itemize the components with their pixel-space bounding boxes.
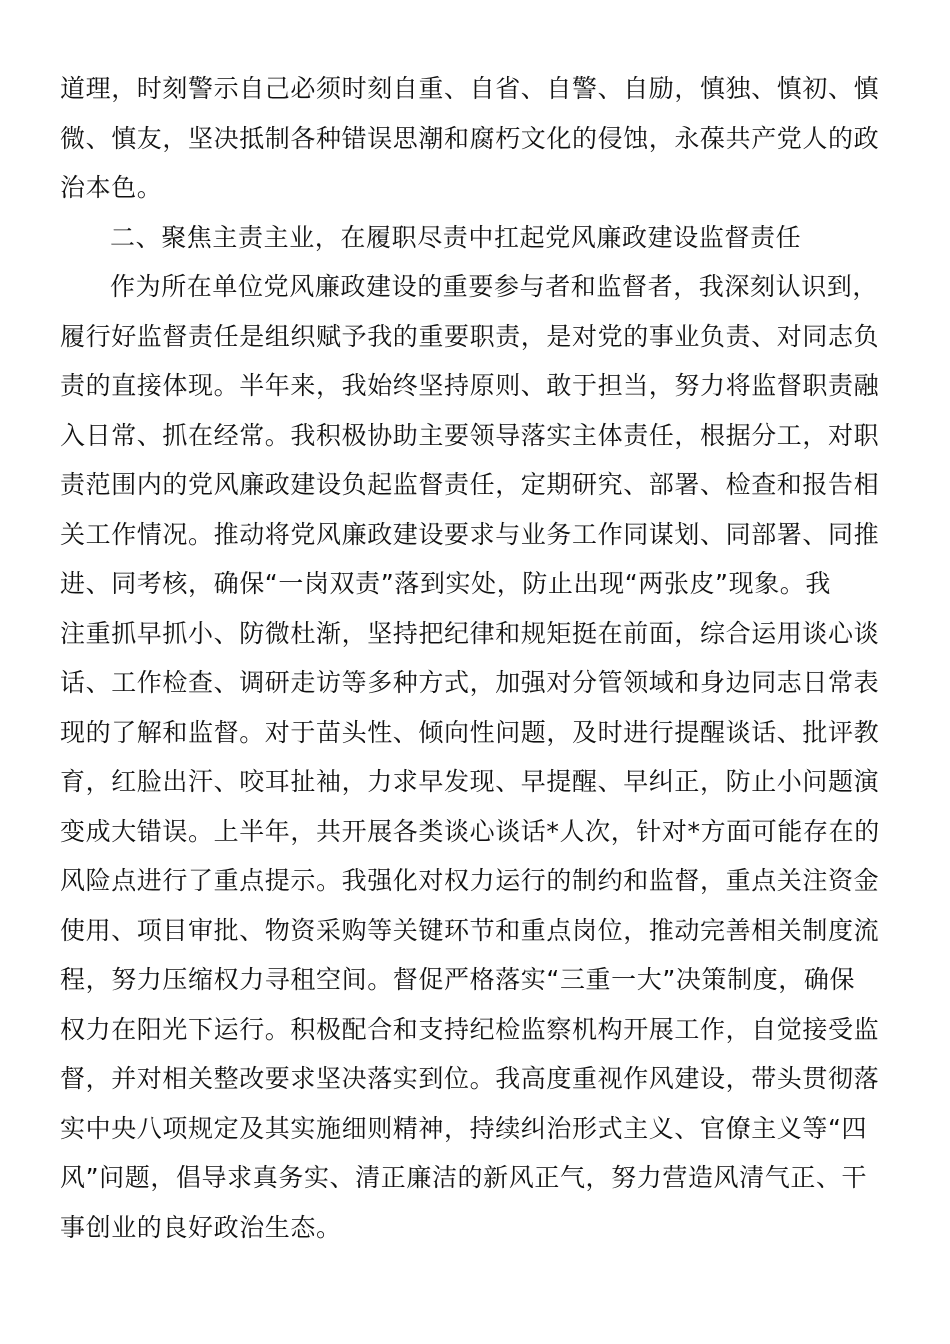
paragraph-continuation bbox=[60, 64, 880, 213]
text-line: 责范围内的党风廉政建设负起监督责任，定期研究、部署、检查和报告相 bbox=[60, 470, 880, 499]
text-line: 道理，时刻警示自己必须时刻自重、自省、自警、自励，慎独、慎初、慎 bbox=[60, 74, 880, 103]
text-line: 关工作情况。推动将党风廉政建设要求与业务工作同谋划、同部署、同推 bbox=[60, 519, 880, 549]
text-line: 程，努力压缩权力寻租空间。督促严格落实“三重一大”决策制度，确保 bbox=[60, 965, 856, 994]
text-line: 权力在阳光下运行。积极配合和支持纪检监察机构开展工作，自觉接受监 bbox=[60, 1014, 880, 1044]
text-line: 育，红脸出汗、咬耳扯袖，力求早发现、早提醒、早纠正，防止小问题演 bbox=[60, 767, 880, 796]
document-page bbox=[60, 64, 880, 1252]
text-line: 话、工作检查、调研走访等多种方式，加强对分管领域和身边同志日常表 bbox=[60, 668, 880, 697]
text-line: 责的直接体现。半年来，我始终坚持原则、敢于担当，努力将监督职责融 bbox=[60, 371, 880, 400]
text-line: 现的了解和监督。对于苗头性、倾向性问题，及时进行提醒谈话、批评教 bbox=[60, 717, 880, 747]
text-line: 进、同考核，确保“一岗双责”落到实处，防止出现“两张皮”现象。我 bbox=[60, 569, 832, 598]
text-line: 微、慎友，坚决抵制各种错误思潮和腐朽文化的侵蚀，永葆共产党人的政 bbox=[60, 123, 880, 153]
text-line: 督，并对相关整改要求坚决落实到位。我高度重视作风建设，带头贯彻落 bbox=[60, 1064, 880, 1093]
section-heading: 二、聚焦主责主业，在履职尽责中扛起党风廉政建设监督责任 bbox=[110, 222, 802, 252]
paragraph-main bbox=[60, 262, 880, 1252]
text-line: 履行好监督责任是组织赋予我的重要职责，是对党的事业负责、对同志负 bbox=[60, 321, 880, 351]
text-line: 注重抓早抓小、防微杜渐，坚持把纪律和规矩挺在前面，综合运用谈心谈 bbox=[60, 618, 880, 648]
text-line: 治本色。 bbox=[60, 173, 163, 202]
text-line: 实中央八项规定及其实施细则精神，持续纠治形式主义、官僚主义等“四 bbox=[60, 1113, 868, 1143]
text-line: 变成大错误。上半年，共开展各类谈心谈话*人次，针对*方面可能存在的 bbox=[60, 816, 880, 846]
text-line: 风”问题，倡导求真务实、清正廉洁的新风正气，努力营造风清气正、干 bbox=[60, 1163, 868, 1192]
text-line: 作为所在单位党风廉政建设的重要参与者和监督者，我深刻认识到， bbox=[110, 272, 879, 301]
text-line: 风险点进行了重点提示。我强化对权力运行的制约和监督，重点关注资金 bbox=[60, 866, 880, 895]
text-line: 使用、项目审批、物资采购等关键环节和重点岗位，推动完善相关制度流 bbox=[60, 915, 880, 945]
text-line: 入日常、抓在经常。我积极协助主要领导落实主体责任，根据分工，对职 bbox=[60, 420, 880, 450]
text-line: 事创业的良好政治生态。 bbox=[60, 1212, 342, 1242]
